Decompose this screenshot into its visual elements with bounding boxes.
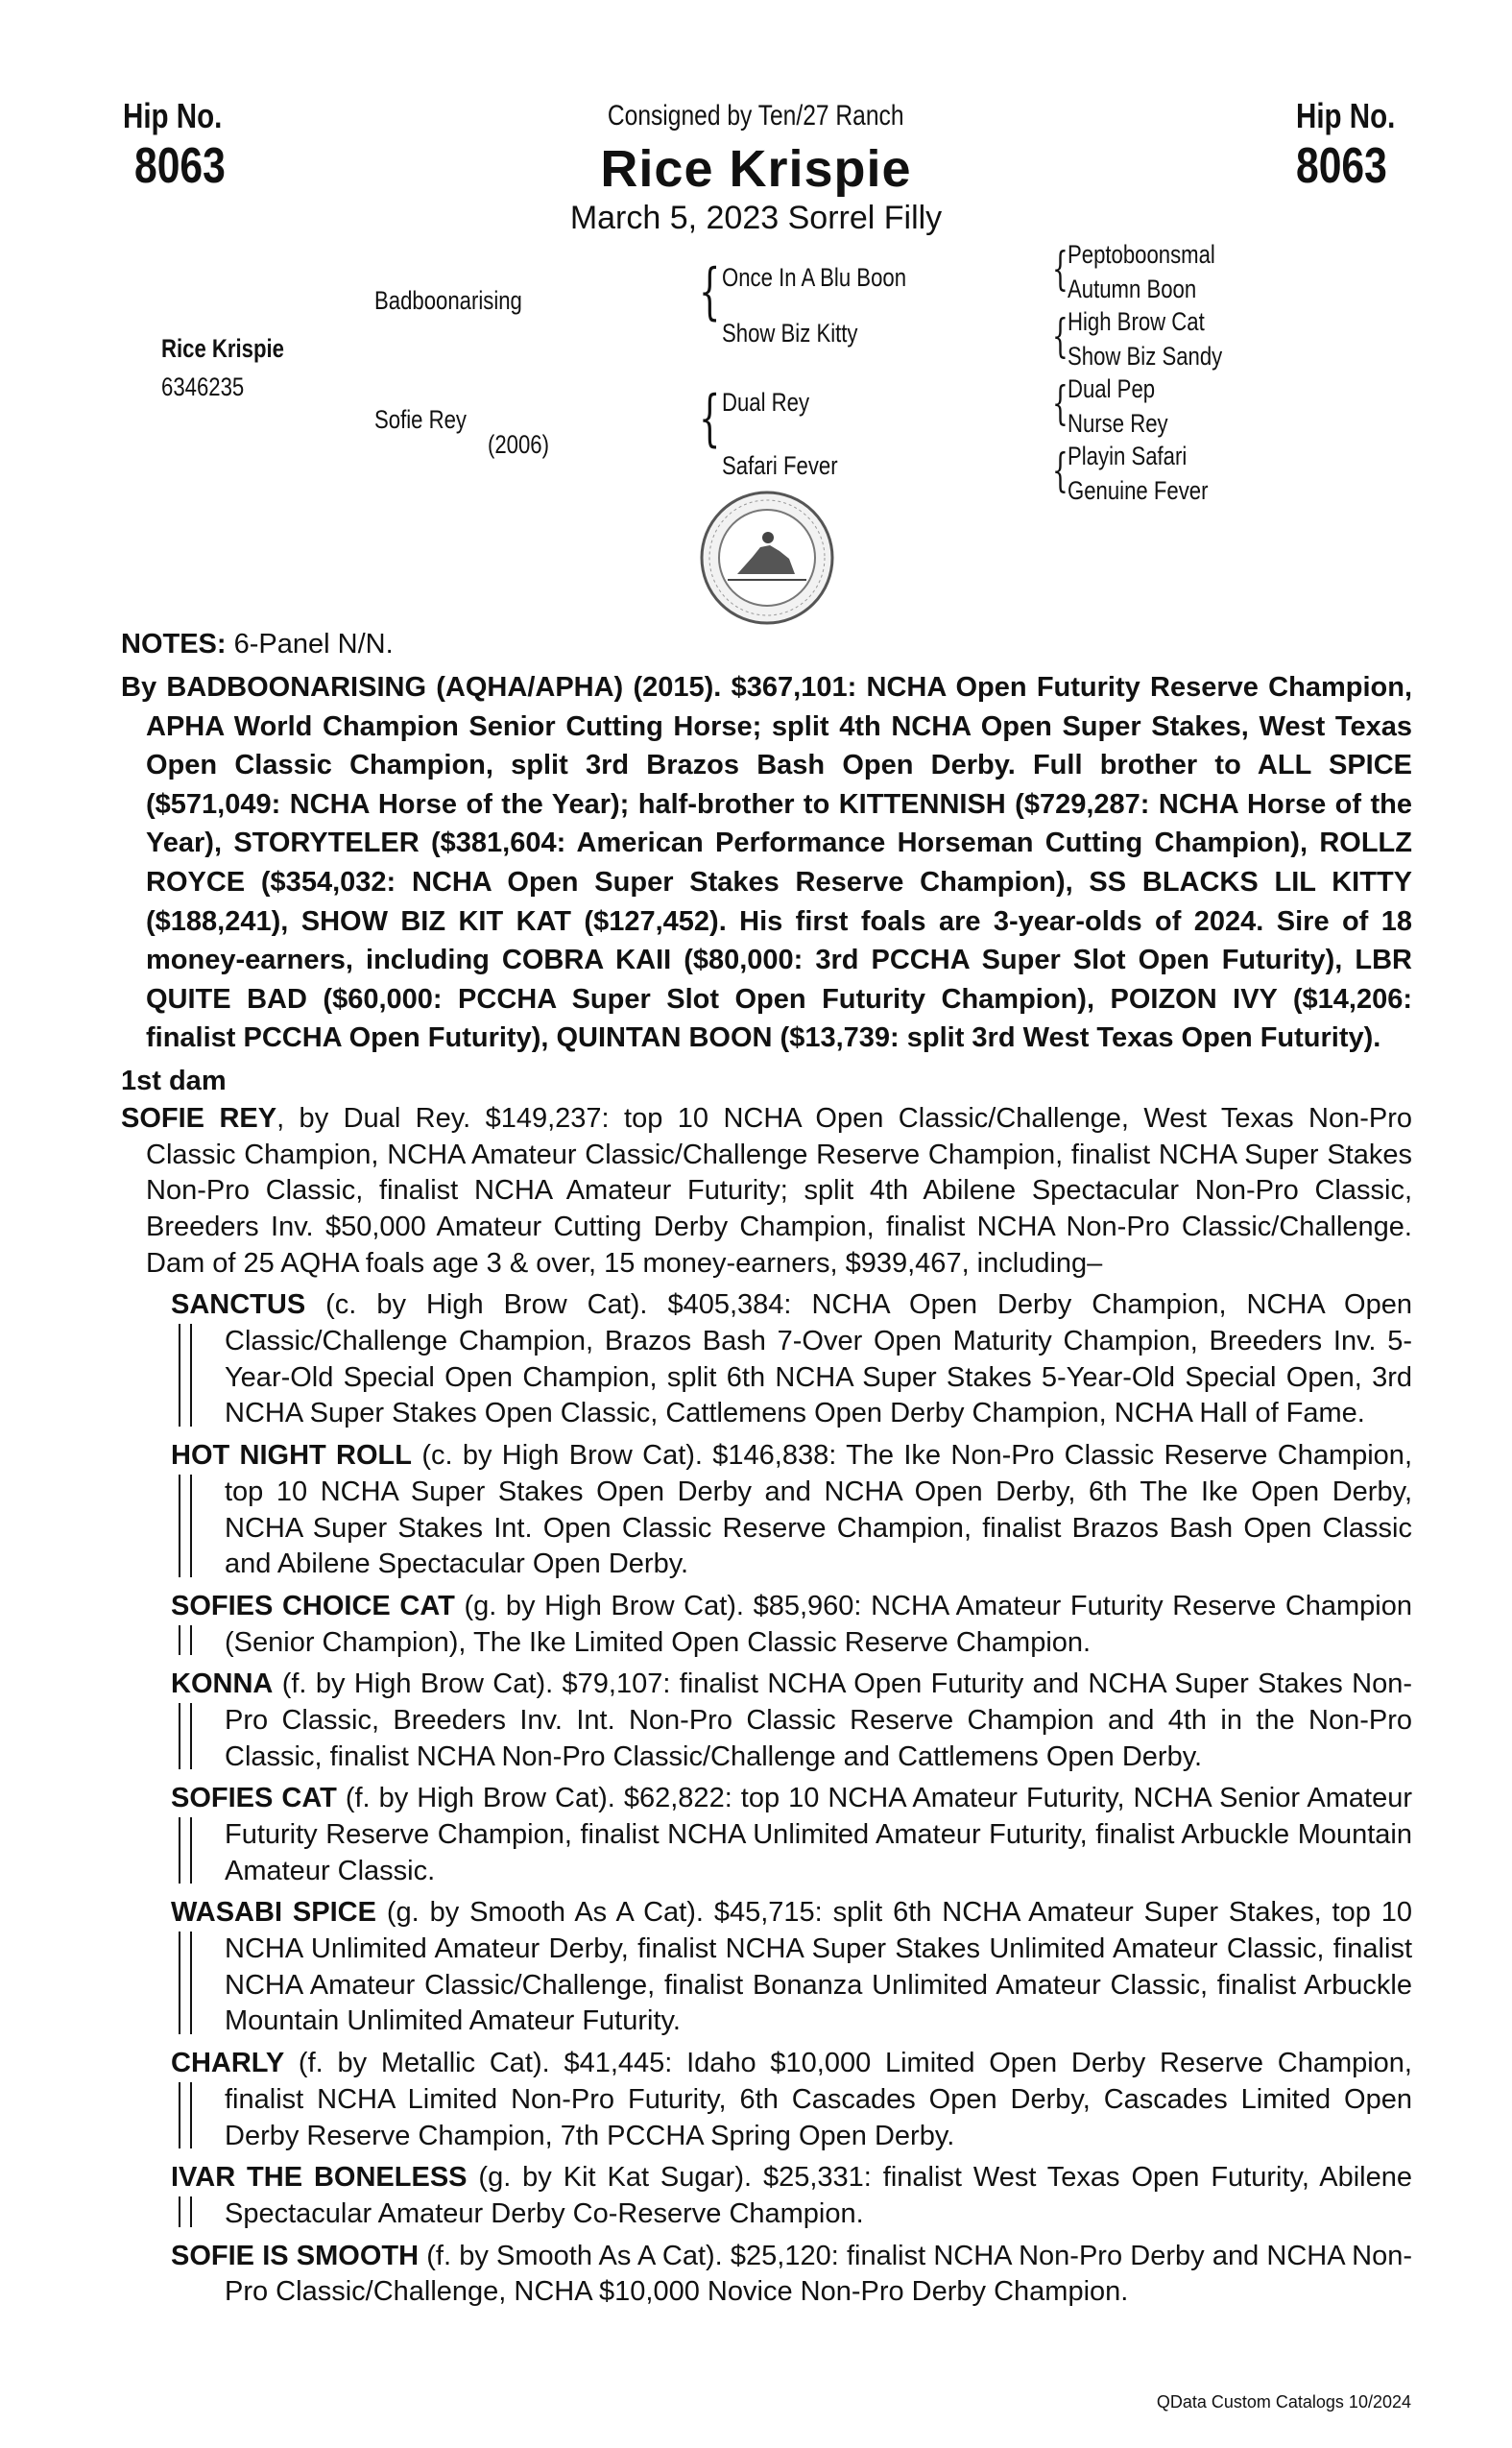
offspring-name: KONNA <box>171 1668 274 1700</box>
pedigree-g3: Nurse Rey <box>1068 409 1168 438</box>
offspring-entry <box>171 1287 1412 1432</box>
pedigree-brace: { <box>1052 309 1068 363</box>
first-dam-paragraph <box>121 1101 1412 1282</box>
hip-label-left: Hip No. <box>123 96 223 135</box>
offspring-text: (c. by High Brow Cat). $405,384: NCHA Open Derby Champion, NCHA Open Classic/Challenge Champion, Brazos Bash 7-Over Open Maturity Champion, Breeders Inv. 5-Year-Old Special Open Champion, split 6th NCHA Super Stakes 5-Year-Old Special Open, 3rd NCHA Super Stakes Open Classic, Cattlemens Open Derby Champion, NCHA Hall of Fame. <box>225 1289 1412 1429</box>
first-dam-heading: 1st dam <box>121 1065 227 1096</box>
pedigree-brace: { <box>1052 376 1068 430</box>
hip-number-right: 8063 <box>1296 138 1387 194</box>
pedigree-g3: Peptoboonsmal <box>1068 240 1215 269</box>
horse-description: March 5, 2023 Sorrel Filly <box>569 200 943 236</box>
offspring-text: (g. by Kit Kat Sugar). $25,331: finalist West Texas Open Futurity, Abilene Spectacular Amateur Derby Co-Reserve Champion. <box>225 2162 1412 2229</box>
hip-number-left: 8063 <box>134 138 226 194</box>
ncha-seal-icon <box>699 490 835 626</box>
offspring-entry <box>171 1589 1412 1661</box>
notes-label: NOTES: <box>121 629 227 660</box>
pedigree-g3: High Brow Cat <box>1068 307 1205 336</box>
pedigree-g3: Dual Pep <box>1068 374 1156 403</box>
pedigree-g3: Playin Safari <box>1068 442 1188 470</box>
pedigree-dam-dam: Safari Fever <box>722 451 838 480</box>
pedigree-dam: Sofie Rey <box>374 405 467 434</box>
offspring-bar <box>179 1625 192 1655</box>
pedigree-sire-sire: Once In A Blu Boon <box>722 263 907 292</box>
offspring-name: SOFIES CHOICE CAT <box>171 1590 455 1621</box>
offspring-bar <box>179 2082 192 2148</box>
offspring-bar <box>179 2196 192 2226</box>
offspring-bar <box>179 1475 192 1577</box>
offspring-text: (g. by High Brow Cat). $85,960: NCHA Amateur Futurity Reserve Champion (Senior Champion), The Ike Limited Open Classic Reserve Champion. <box>225 1590 1412 1658</box>
pedigree-brace: { <box>699 383 721 454</box>
hip-label-right: Hip No. <box>1296 96 1396 135</box>
first-dam-name: SOFIE REY <box>121 1102 277 1134</box>
offspring-name: CHARLY <box>171 2048 285 2079</box>
pedigree-g3: Autumn Boon <box>1068 275 1197 303</box>
offspring-bar <box>179 1817 192 1884</box>
offspring-text: (f. by Metallic Cat). $41,445: Idaho $10,000 Limited Open Derby Reserve Champion, finalist NCHA Limited Non-Pro Futurity, 6th Cascades Open Derby, Cascades Limited Open Derby Reserve Champion, 7th PCCHA Spring Open Derby. <box>225 2048 1412 2151</box>
offspring-name: WASABI SPICE <box>171 1897 376 1929</box>
offspring-text: (f. by Smooth As A Cat). $25,120: finalist NCHA Non-Pro Derby and NCHA Non-Pro Classic/Challenge, NCHA $10,000 Novice Non-Pro Derby Champion. <box>225 2240 1412 2308</box>
catalog-body <box>121 629 1412 2316</box>
offspring-name: SOFIE IS SMOOTH <box>171 2240 420 2271</box>
sire-paragraph: By BADBOONARISING (AQHA/APHA) (2015). $367,101: NCHA Open Futurity Reserve Champion, APHA World Champion Senior Cutting Horse; split 4th NCHA Open Super Stakes, West Texas Open Classic Champion, split 3rd Brazos Bash Open Derby. Full brother to ALL SPICE ($571,049: NCHA Horse of the Year); half-brother to KITTENNISH ($729,287: NCHA Horse of the Year), STORYTELER ($381,604: American Performance Horseman Cutting Champion), ROLLZ ROYCE ($354,032: NCHA Open Super Stakes Reserve Champion), SS BLACKS LIL KITTY ($188,241), SHOW BIZ KIT KAT ($127,452). His first foals are 3-year-olds of 2024. Sire of 18 money-earners, including COBRA KAII ($80,000: 3rd PCCHA Super Slot Open Futurity), LBR QUITE BAD ($60,000: PCCHA Super Slot Open Futurity Champion), POIZON IVY ($14,206: finalist PCCHA Open Futurity), QUINTAN BOON ($13,739: split 3rd West Texas Open Futurity). <box>121 672 1412 1054</box>
pedigree-dam-sire: Dual Rey <box>722 388 810 417</box>
pedigree-sire: Badboonarising <box>374 286 522 315</box>
offspring-text: (f. by High Brow Cat). $62,822: top 10 NCHA Amateur Futurity, NCHA Senior Amateur Futurity Reserve Champion, finalist NCHA Unlimited Amateur Futurity, finalist Arbuckle Mountain Amateur Classic. <box>225 1783 1412 1886</box>
offspring-entry <box>171 1781 1412 1889</box>
pedigree-g3: Genuine Fever <box>1068 476 1209 505</box>
pedigree-g3: Show Biz Sandy <box>1068 342 1223 371</box>
pedigree-dam-year: (2006) <box>488 430 549 459</box>
pedigree-subject-name: Rice Krispie <box>161 334 284 363</box>
offspring-entry <box>171 2046 1412 2154</box>
pedigree-subject-reg: 6346235 <box>161 372 245 401</box>
offspring-text: (g. by Smooth As A Cat). $45,715: split 6th NCHA Amateur Super Stakes, top 10 NCHA Unlimited Amateur Derby, finalist NCHA Super Stakes Unlimited Amateur Classic, finalist NCHA Amateur Classic/Challenge, finalist Bonanza Unlimited Amateur Classic, finalist Arbuckle Mountain Unlimited Amateur Futurity. <box>225 1897 1413 2037</box>
offspring-bar <box>179 1324 192 1427</box>
offspring-name: IVAR THE BONELESS <box>171 2162 468 2194</box>
offspring-bar <box>179 1932 192 2034</box>
pedigree-brace: { <box>699 256 721 327</box>
offspring-name: SOFIES CAT <box>171 1783 337 1814</box>
offspring-text: (c. by High Brow Cat). $146,838: The Ike Non-Pro Classic Reserve Champion, top 10 NCHA Super Stakes Open Derby and NCHA Open Derby, 6th The Ike Open Derby, NCHA Super Stakes Int. Open Classic Reserve Champion, finalist Brazos Bash Open Classic and Abilene Spectacular Open Derby. <box>225 1440 1412 1580</box>
horse-name: Rice Krispie <box>600 140 912 198</box>
footer-credit: QData Custom Catalogs 10/2024 <box>1156 2392 1411 2412</box>
offspring-entry <box>171 1667 1412 1775</box>
offspring-entry <box>171 1895 1412 2040</box>
pedigree-brace: { <box>1052 242 1068 296</box>
offspring-entry <box>171 1438 1412 1583</box>
offspring-entry <box>171 2160 1412 2232</box>
first-dam-text: , by Dual Rey. $149,237: top 10 NCHA Open Classic/Challenge, West Texas Non-Pro Classic Champion, NCHA Amateur Classic/Challenge Reserve Champion, finalist NCHA Super Stakes Non-Pro Classic, finalist NCHA Amateur Futurity; split 4th Abilene Spectacular Non-Pro Classic, Breeders Inv. $50,000 Amateur Cutting Derby Champion, finalist NCHA Non-Pro Classic/Challenge. Dam of 25 AQHA foals age 3 & over, 15 money-earners, $939,467, including– <box>146 1102 1413 1279</box>
pedigree-brace: { <box>1052 444 1068 497</box>
offspring-bar <box>179 1703 192 1769</box>
offspring-name: HOT NIGHT ROLL <box>171 1440 412 1472</box>
offspring-name: SANCTUS <box>171 1289 306 1321</box>
offspring-text: (f. by High Brow Cat). $79,107: finalist NCHA Open Futurity and NCHA Super Stakes Non-Pro Classic, Breeders Inv. Int. Non-Pro Classic Reserve Champion and 4th in the Non-Pro Classic, finalist NCHA Non-Pro Classic/Challenge and Cattlemens Open Derby. <box>225 1668 1412 1772</box>
offspring-entry <box>171 2239 1412 2311</box>
notes <box>121 629 1412 660</box>
pedigree-sire-dam: Show Biz Kitty <box>722 319 858 348</box>
notes-text: 6-Panel N/N. <box>226 629 394 660</box>
consignor: Consigned by Ten/27 Ranch <box>608 100 904 132</box>
